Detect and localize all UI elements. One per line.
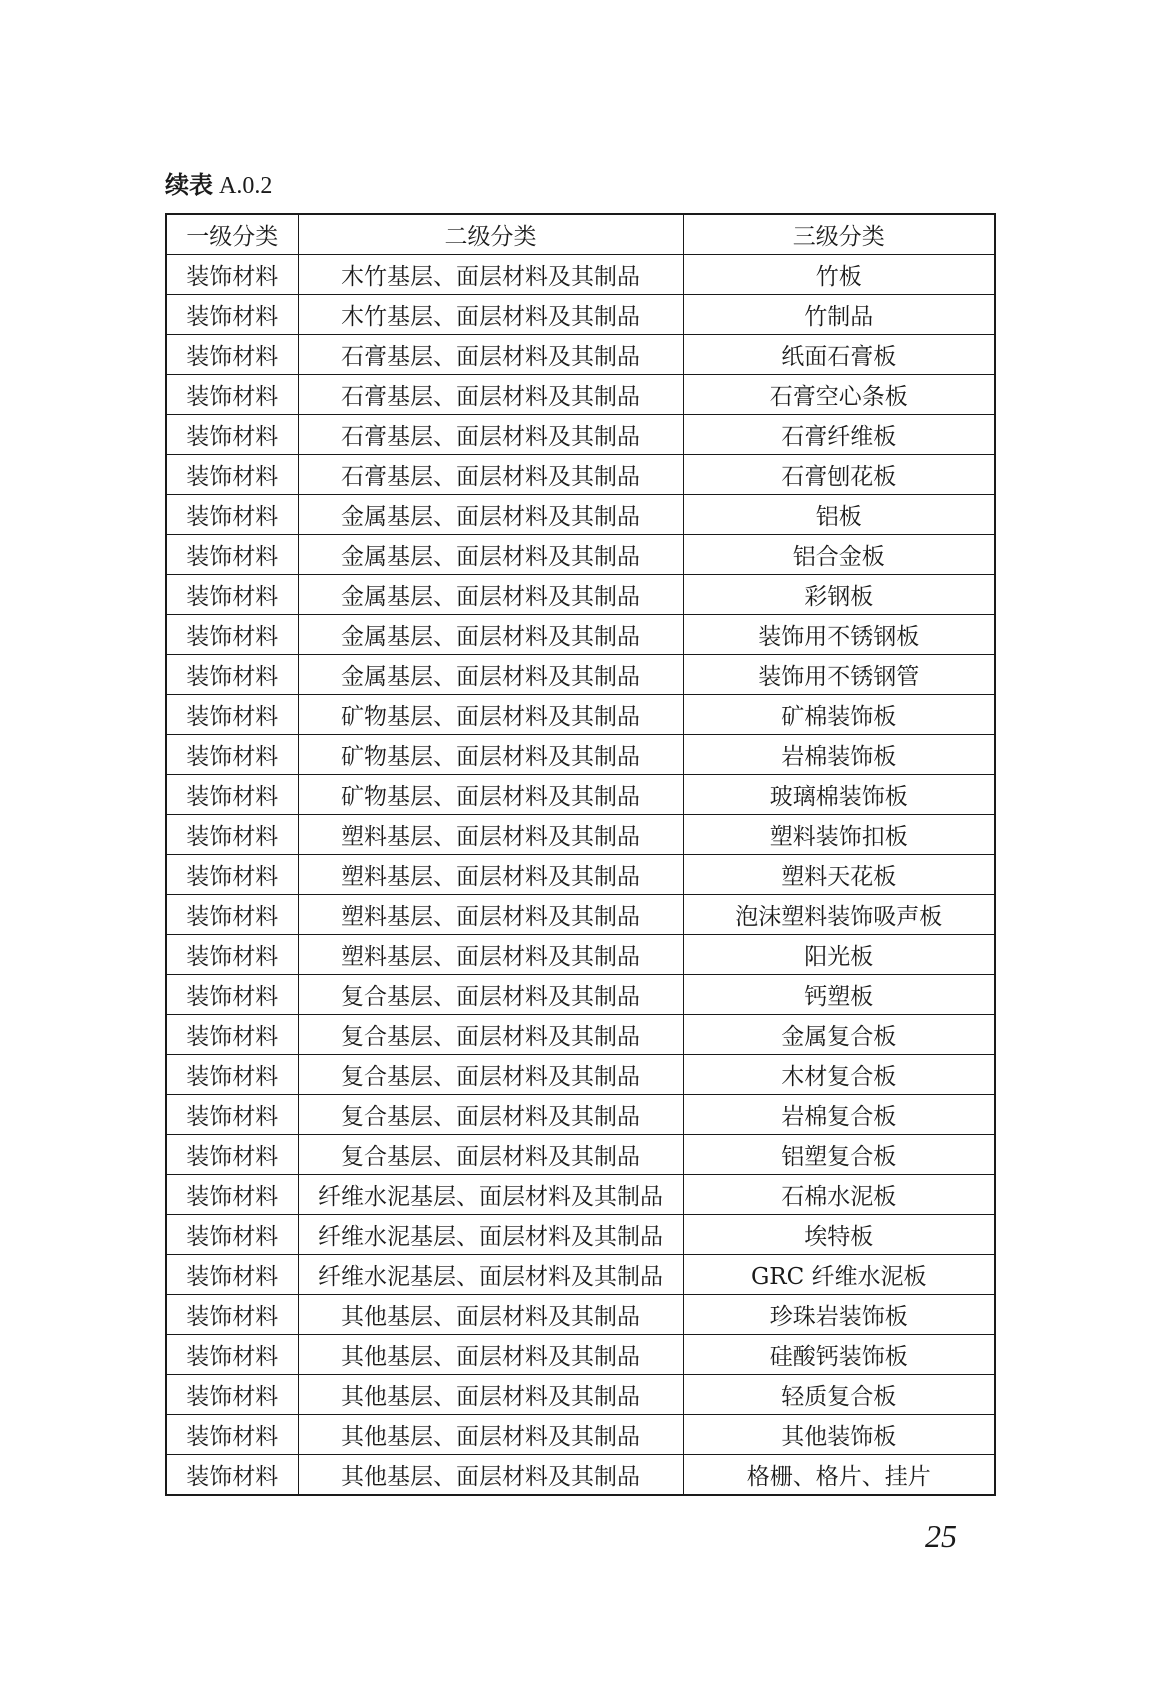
cell-level-1: 装饰材料 bbox=[166, 255, 298, 295]
cell-level-1: 装饰材料 bbox=[166, 1055, 298, 1095]
header-row bbox=[166, 214, 995, 255]
cell-level-2: 其他基层、面层材料及其制品 bbox=[298, 1375, 683, 1415]
cell-level-3: 岩棉复合板 bbox=[683, 1095, 995, 1135]
cell-level-1: 装饰材料 bbox=[166, 575, 298, 615]
caption-table-id: A.0.2 bbox=[219, 173, 273, 199]
cell-level-2: 其他基层、面层材料及其制品 bbox=[298, 1335, 683, 1375]
cell-level-1: 装饰材料 bbox=[166, 1255, 298, 1295]
cell-level-3: 铝板 bbox=[683, 495, 995, 535]
cell-level-2: 复合基层、面层材料及其制品 bbox=[298, 1015, 683, 1055]
cell-level-3: 石膏刨花板 bbox=[683, 455, 995, 495]
table-body bbox=[166, 255, 995, 1496]
cell-level-3: 矿棉装饰板 bbox=[683, 695, 995, 735]
cell-level-2: 复合基层、面层材料及其制品 bbox=[298, 1055, 683, 1095]
cell-level-3: 塑料天花板 bbox=[683, 855, 995, 895]
cell-level-3: 轻质复合板 bbox=[683, 1375, 995, 1415]
cell-level-1: 装饰材料 bbox=[166, 295, 298, 335]
cell-level-3: 木材复合板 bbox=[683, 1055, 995, 1095]
cell-level-1: 装饰材料 bbox=[166, 1175, 298, 1215]
cell-level-2: 金属基层、面层材料及其制品 bbox=[298, 495, 683, 535]
table-row bbox=[166, 415, 995, 455]
cell-level-3: 阳光板 bbox=[683, 935, 995, 975]
page-number: 25 bbox=[925, 1518, 957, 1554]
cell-level-2: 矿物基层、面层材料及其制品 bbox=[298, 775, 683, 815]
cell-level-3: 铝合金板 bbox=[683, 535, 995, 575]
cell-level-1: 装饰材料 bbox=[166, 1015, 298, 1055]
cell-level-3: 石棉水泥板 bbox=[683, 1175, 995, 1215]
table-row bbox=[166, 375, 995, 415]
cell-level-3: GRC 纤维水泥板 bbox=[683, 1255, 995, 1295]
cell-level-3: 其他装饰板 bbox=[683, 1415, 995, 1455]
cell-level-3: 埃特板 bbox=[683, 1215, 995, 1255]
cell-level-3: 装饰用不锈钢板 bbox=[683, 615, 995, 655]
cell-level-1: 装饰材料 bbox=[166, 655, 298, 695]
cell-level-1: 装饰材料 bbox=[166, 895, 298, 935]
cell-level-2: 木竹基层、面层材料及其制品 bbox=[298, 295, 683, 335]
cell-level-3: 泡沫塑料装饰吸声板 bbox=[683, 895, 995, 935]
cell-level-1: 装饰材料 bbox=[166, 1455, 298, 1496]
table-row bbox=[166, 1335, 995, 1375]
table-row bbox=[166, 1095, 995, 1135]
table-row bbox=[166, 1215, 995, 1255]
table-row bbox=[166, 1415, 995, 1455]
table-caption bbox=[165, 170, 272, 201]
cell-level-1: 装饰材料 bbox=[166, 1135, 298, 1175]
cell-level-2: 塑料基层、面层材料及其制品 bbox=[298, 895, 683, 935]
cell-level-2: 纤维水泥基层、面层材料及其制品 bbox=[298, 1175, 683, 1215]
cell-level-1: 装饰材料 bbox=[166, 935, 298, 975]
cell-level-1: 装饰材料 bbox=[166, 855, 298, 895]
cell-level-2: 其他基层、面层材料及其制品 bbox=[298, 1415, 683, 1455]
cell-level-3: 纸面石膏板 bbox=[683, 335, 995, 375]
caption-prefix: 续表 bbox=[165, 171, 213, 199]
cell-level-2: 矿物基层、面层材料及其制品 bbox=[298, 695, 683, 735]
table-row bbox=[166, 255, 995, 295]
cell-level-2: 纤维水泥基层、面层材料及其制品 bbox=[298, 1215, 683, 1255]
cell-level-1: 装饰材料 bbox=[166, 815, 298, 855]
cell-level-3: 珍珠岩装饰板 bbox=[683, 1295, 995, 1335]
table-row bbox=[166, 975, 995, 1015]
cell-level-1: 装饰材料 bbox=[166, 1215, 298, 1255]
cell-level-2: 矿物基层、面层材料及其制品 bbox=[298, 735, 683, 775]
table-row bbox=[166, 615, 995, 655]
table-row bbox=[166, 1455, 995, 1496]
cell-level-2: 石膏基层、面层材料及其制品 bbox=[298, 415, 683, 455]
cell-level-2: 塑料基层、面层材料及其制品 bbox=[298, 855, 683, 895]
cell-level-2: 石膏基层、面层材料及其制品 bbox=[298, 375, 683, 415]
cell-level-3: 竹制品 bbox=[683, 295, 995, 335]
table-row bbox=[166, 695, 995, 735]
cell-level-3: 玻璃棉装饰板 bbox=[683, 775, 995, 815]
cell-level-3: 钙塑板 bbox=[683, 975, 995, 1015]
table-row bbox=[166, 535, 995, 575]
cell-level-1: 装饰材料 bbox=[166, 415, 298, 455]
table-row bbox=[166, 575, 995, 615]
cell-level-3: 铝塑复合板 bbox=[683, 1135, 995, 1175]
classification-table bbox=[165, 213, 996, 1496]
cell-level-1: 装饰材料 bbox=[166, 1295, 298, 1335]
cell-level-2: 石膏基层、面层材料及其制品 bbox=[298, 335, 683, 375]
table-row bbox=[166, 935, 995, 975]
table-row bbox=[166, 735, 995, 775]
header-level-2: 二级分类 bbox=[298, 214, 683, 255]
table-row bbox=[166, 1055, 995, 1095]
cell-level-1: 装饰材料 bbox=[166, 615, 298, 655]
cell-level-1: 装饰材料 bbox=[166, 1335, 298, 1375]
cell-level-2: 塑料基层、面层材料及其制品 bbox=[298, 935, 683, 975]
cell-level-3: 格栅、格片、挂片 bbox=[683, 1455, 995, 1496]
cell-level-2: 金属基层、面层材料及其制品 bbox=[298, 615, 683, 655]
table-row bbox=[166, 855, 995, 895]
cell-level-2: 复合基层、面层材料及其制品 bbox=[298, 1135, 683, 1175]
cell-level-3: 石膏纤维板 bbox=[683, 415, 995, 455]
cell-level-1: 装饰材料 bbox=[166, 375, 298, 415]
table-row bbox=[166, 495, 995, 535]
cell-level-1: 装饰材料 bbox=[166, 1415, 298, 1455]
table-header bbox=[166, 214, 995, 255]
cell-level-2: 木竹基层、面层材料及其制品 bbox=[298, 255, 683, 295]
table-row bbox=[166, 455, 995, 495]
cell-level-2: 塑料基层、面层材料及其制品 bbox=[298, 815, 683, 855]
table-row bbox=[166, 1015, 995, 1055]
table-row bbox=[166, 1135, 995, 1175]
cell-level-1: 装饰材料 bbox=[166, 1375, 298, 1415]
cell-level-1: 装饰材料 bbox=[166, 975, 298, 1015]
cell-level-1: 装饰材料 bbox=[166, 735, 298, 775]
cell-level-1: 装饰材料 bbox=[166, 495, 298, 535]
cell-level-3: 岩棉装饰板 bbox=[683, 735, 995, 775]
cell-level-2: 金属基层、面层材料及其制品 bbox=[298, 575, 683, 615]
table-row bbox=[166, 295, 995, 335]
cell-level-1: 装饰材料 bbox=[166, 695, 298, 735]
table-row bbox=[166, 1295, 995, 1335]
cell-level-1: 装饰材料 bbox=[166, 535, 298, 575]
table-row bbox=[166, 895, 995, 935]
cell-level-3: 竹板 bbox=[683, 255, 995, 295]
cell-level-2: 金属基层、面层材料及其制品 bbox=[298, 535, 683, 575]
cell-level-3: 金属复合板 bbox=[683, 1015, 995, 1055]
cell-level-1: 装饰材料 bbox=[166, 335, 298, 375]
cell-level-2: 金属基层、面层材料及其制品 bbox=[298, 655, 683, 695]
cell-level-1: 装饰材料 bbox=[166, 1095, 298, 1135]
table-row bbox=[166, 815, 995, 855]
cell-level-3: 硅酸钙装饰板 bbox=[683, 1335, 995, 1375]
table-row bbox=[166, 335, 995, 375]
table-row bbox=[166, 775, 995, 815]
cell-level-1: 装饰材料 bbox=[166, 455, 298, 495]
cell-level-2: 复合基层、面层材料及其制品 bbox=[298, 975, 683, 1015]
cell-level-3: 塑料装饰扣板 bbox=[683, 815, 995, 855]
cell-level-2: 其他基层、面层材料及其制品 bbox=[298, 1455, 683, 1496]
cell-level-3: 石膏空心条板 bbox=[683, 375, 995, 415]
table-row bbox=[166, 1175, 995, 1215]
cell-level-2: 纤维水泥基层、面层材料及其制品 bbox=[298, 1255, 683, 1295]
cell-level-2: 复合基层、面层材料及其制品 bbox=[298, 1095, 683, 1135]
table-row bbox=[166, 1255, 995, 1295]
cell-level-2: 其他基层、面层材料及其制品 bbox=[298, 1295, 683, 1335]
table-row bbox=[166, 655, 995, 695]
cell-level-3: 彩钢板 bbox=[683, 575, 995, 615]
header-level-1: 一级分类 bbox=[166, 214, 298, 255]
table-row bbox=[166, 1375, 995, 1415]
cell-level-3: 装饰用不锈钢管 bbox=[683, 655, 995, 695]
cell-level-1: 装饰材料 bbox=[166, 775, 298, 815]
cell-level-2: 石膏基层、面层材料及其制品 bbox=[298, 455, 683, 495]
header-level-3: 三级分类 bbox=[683, 214, 995, 255]
